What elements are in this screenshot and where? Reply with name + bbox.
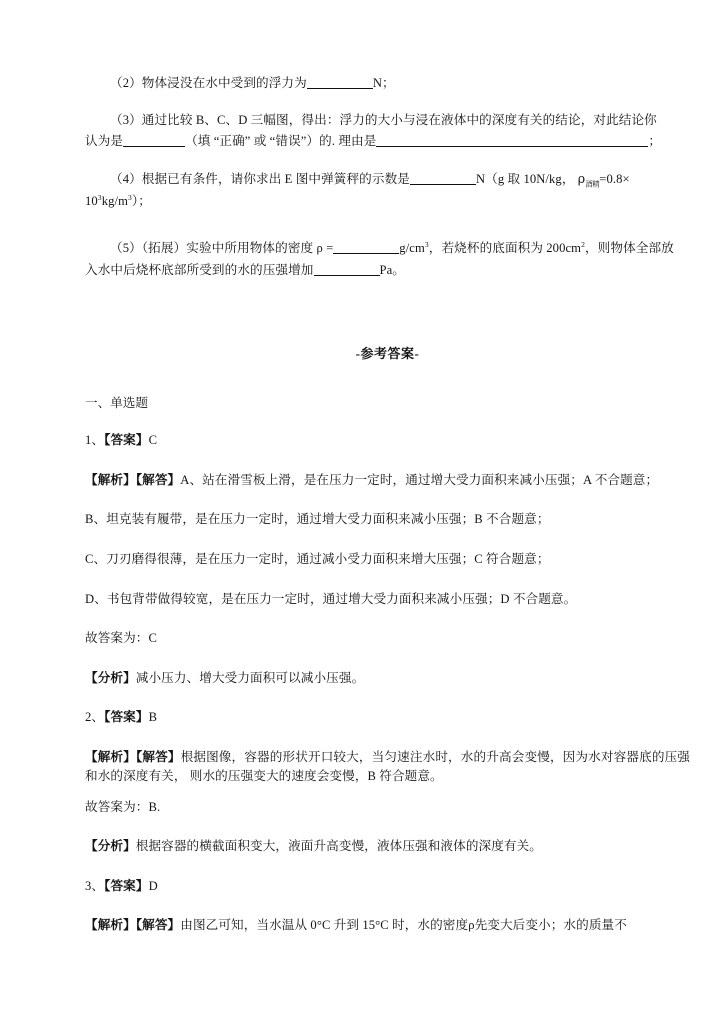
answer-blank[interactable]	[410, 184, 476, 185]
answer-blank[interactable]	[333, 253, 399, 254]
question-3-number: （3）	[110, 112, 142, 127]
question-3-line1: 通过比较 B、C、D 三幅图，得出：浮力的大小与浸在液体中的深度有关的结论，对此结论你	[141, 112, 657, 127]
answer-item-2-conclusion: 故答案为：B.	[85, 799, 161, 814]
explanation-text: 由图乙可知，当水温从 0°C 升到 15°C 时，水的密度ρ先变大后变小；水的质量不	[180, 918, 627, 933]
question-3-line2-mid: （填 “正确” 或 “错误”）的. 理由是	[185, 134, 377, 149]
spacer	[85, 362, 690, 392]
question-2-text-after: N；	[372, 76, 395, 90]
answer-item-2-header	[85, 708, 690, 728]
spacer	[85, 411, 690, 431]
analysis-text: 根据容器的横截面积变大，液面升高变慢，液体压强和液体的深度有关。	[135, 839, 542, 854]
answer-item-1-option-c: C、刀刃磨得很薄，是在压力一定时，通过减小受力面积来增大压强；C 符合题意；	[85, 552, 550, 566]
question-4-paragraph	[85, 169, 690, 190]
question-5-line2-before: 入水中后烧杯底部所受到的水的压强增加	[85, 262, 314, 277]
spacer	[85, 896, 690, 916]
spacer	[85, 609, 690, 629]
analysis-tag: 【解析】【解答】	[85, 918, 181, 933]
answer-tag: 【答案】	[104, 878, 149, 893]
answer-blank[interactable]	[314, 275, 380, 276]
answer-blank[interactable]	[376, 146, 648, 147]
question-4-line2-after: kg/m	[101, 193, 128, 208]
answer-item-1-header	[85, 431, 690, 451]
question-5-text-mid2: ，若烧杯的底面积为 200cm	[428, 241, 582, 256]
spacer	[85, 688, 690, 708]
question-5-text-mid: g/cm	[399, 241, 425, 256]
spacer	[85, 787, 690, 798]
spacer	[85, 728, 690, 748]
question-4-line2-tail: ）；	[131, 193, 151, 208]
answer-item-1-analysis	[85, 669, 690, 689]
question-5-paragraph	[85, 239, 690, 259]
question-5-line2-after: Pa。	[379, 262, 405, 277]
spacer	[85, 297, 690, 343]
question-4-number: （4）	[110, 171, 142, 186]
answer-tag: 【答案】	[104, 433, 149, 448]
spacer	[85, 530, 690, 550]
question-5-text-mid3: ，则物体全部放	[584, 241, 674, 256]
question-3-line2-before: 认为是	[85, 134, 124, 149]
question-3-line2-after: ；	[648, 134, 662, 149]
item-number: 3、	[85, 878, 105, 893]
question-5-paragraph-cont	[85, 261, 690, 281]
answer-item-1-option-a	[85, 471, 690, 491]
question-4-text-before: 根据已有条件，请你求出 E 图中弹簧秤的示数是	[141, 171, 410, 186]
exponent: 3	[97, 192, 102, 202]
question-3-paragraph-cont	[85, 132, 690, 152]
spacer	[85, 228, 690, 239]
exponent: 3	[128, 192, 132, 202]
spacer	[85, 451, 690, 471]
answer-tag: 【答案】	[104, 710, 149, 725]
section-title-single-choice: 一、单选题	[85, 396, 148, 411]
exponent: 2	[581, 240, 585, 250]
analysis-tag: 【解析】【解答】	[85, 472, 181, 487]
rho-value: =0.8×	[599, 171, 630, 186]
option-text: A、站在滑雪板上滑，是在压力一定时，通过增大受力面积来减小压强；A 不合题意；	[180, 472, 659, 487]
answer-item-1-option-d: D、书包背带做得较宽，是在压力一定时，通过增大受力面积来减小压强；D 不合题意。	[85, 591, 577, 606]
question-3-paragraph	[85, 111, 690, 131]
question-2-paragraph	[85, 74, 690, 94]
answer-key-heading: -参考答案-	[355, 346, 420, 362]
spacer	[85, 857, 690, 877]
item-number: 1、	[85, 433, 105, 448]
answer-blank[interactable]	[307, 88, 373, 89]
question-4-paragraph-cont	[85, 192, 690, 212]
answer-blank[interactable]	[123, 146, 185, 147]
question-5-number: （5）（拓展）	[110, 241, 187, 256]
analysis-text: 减小压力、增大受力面积可以减小压强。	[135, 670, 365, 685]
question-2-text-before: 物体浸没在水中受到的浮力为	[141, 76, 307, 90]
answer-item-3-explanation	[85, 916, 690, 936]
item-number: 2、	[85, 710, 105, 725]
answer-value: B	[148, 710, 158, 725]
question-2-number: （2）	[110, 76, 142, 90]
answer-item-2-analysis	[85, 837, 690, 857]
rho-subscript: 酒精	[585, 179, 600, 189]
exponent: 3	[424, 240, 429, 250]
answer-item-1-conclusion: 故答案为：C	[85, 631, 157, 646]
page-content	[85, 74, 690, 936]
answer-item-3-header	[85, 877, 690, 897]
spacer	[85, 570, 690, 590]
analysis-label: 【分析】	[85, 839, 136, 854]
question-5-text-before: 实验中所用物体的密度 ρ =	[186, 241, 334, 256]
rho-symbol: ρ	[577, 170, 586, 186]
explanation-text: 根据图像，容器的形状开口较大，当匀速注水时，水的升高会变慢，因为水对容器底的压强和水的深度有关， 则水的压强变大的速度会变慢，B 符合题意。	[85, 749, 691, 784]
answer-value: C	[148, 433, 158, 448]
question-4-text-mid: N（g 取 10N/kg，	[475, 171, 575, 186]
question-4-line2: 10	[85, 193, 98, 208]
spacer	[85, 817, 690, 837]
analysis-label: 【分析】	[85, 670, 136, 685]
answer-value: D	[148, 878, 158, 893]
spacer	[85, 649, 690, 669]
answer-item-2-explanation	[85, 748, 690, 787]
analysis-tag: 【解析】【解答】	[85, 749, 181, 764]
answer-item-1-option-b: B、坦克装有履带，是在压力一定时，通过增大受力面积来减小压强；B 不合题意；	[85, 512, 550, 527]
spacer	[85, 490, 690, 510]
